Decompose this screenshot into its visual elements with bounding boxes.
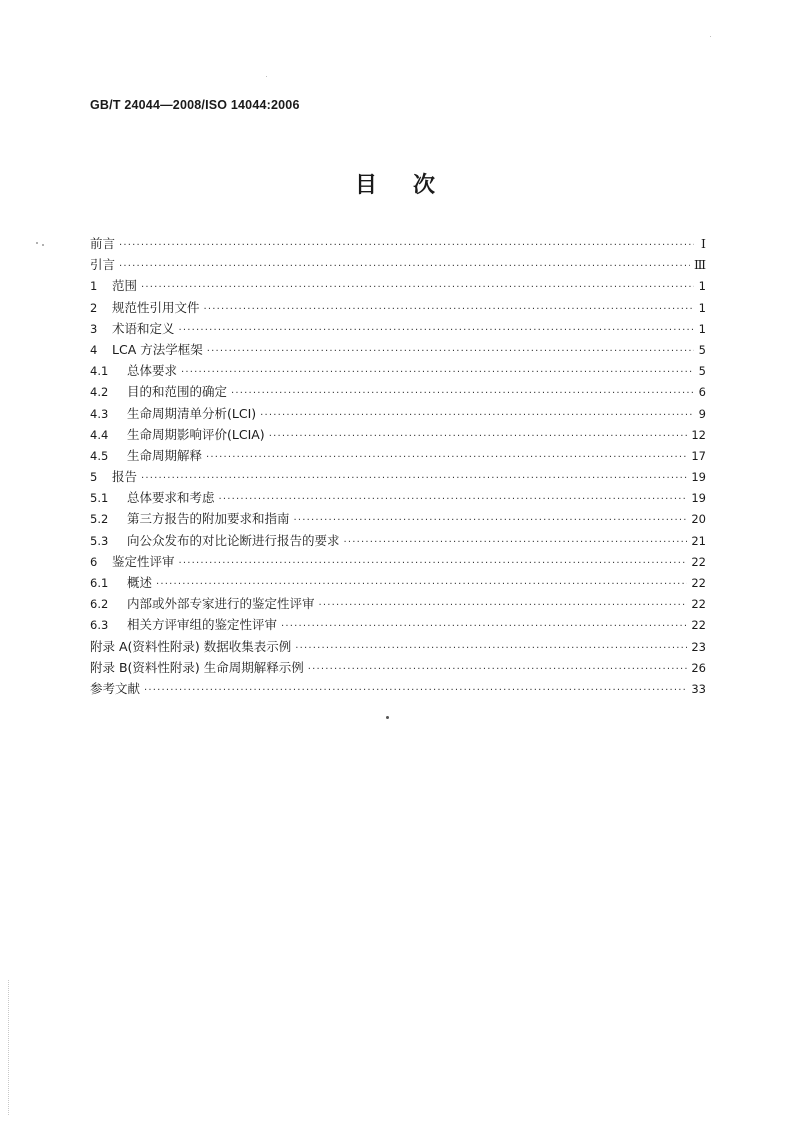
toc-entry[interactable] [90,360,706,381]
toc-entry[interactable] [90,487,706,508]
toc-leader-dots [295,638,687,659]
toc-entry[interactable] [90,530,706,551]
toc-entry[interactable] [90,424,706,445]
scan-speck [42,244,44,246]
toc-entry-page: 17 [691,448,706,463]
toc-entry-page: 23 [691,639,706,654]
toc-entry-page: 19 [691,491,706,506]
toc-entry-page: 22 [691,554,706,569]
toc-entry-label: 附录 B(资料性附录) 生命周期解释示例 [90,659,304,675]
toc-entry[interactable] [90,678,706,699]
toc-entry-number: 3 [90,321,98,336]
toc-entry-page: 22 [691,597,706,612]
toc-entry[interactable] [90,339,706,360]
toc-entry-label: 范围 [112,278,138,294]
toc-entry-page: 1 [698,279,706,294]
toc-entry-page: 5 [698,342,706,357]
toc-leader-dots [179,553,688,574]
toc-entry-number: 4.1 [90,364,109,379]
table-of-contents [90,233,706,699]
toc-leader-dots [260,405,694,426]
toc-entry-page: 12 [691,427,706,442]
toc-entry-number: 4.4 [90,427,109,442]
toc-leader-dots [219,489,688,510]
toc-entry-number: 5.1 [90,491,109,506]
scan-speck [386,716,389,719]
toc-leader-dots [181,362,694,383]
toc-leader-dots [179,320,694,341]
toc-entry-number: 2 [90,300,98,315]
toc-entry-label: 目的和范围的确定 [127,384,228,400]
toc-leader-dots [344,532,688,553]
toc-entry-label: LCA 方法学框架 [112,341,203,357]
toc-entry-label: 生命周期清单分析(LCI) [127,405,257,421]
toc-entry[interactable] [90,275,706,296]
scan-margin-line [8,980,10,1115]
toc-entry-label: 生命周期解释 [127,447,203,463]
toc-entry-page: 26 [691,660,706,675]
toc-entry-label: 鉴定性评审 [112,553,175,569]
toc-entry-page: 22 [691,618,706,633]
toc-entry[interactable] [90,445,706,466]
toc-entry-label: 参考文献 [90,680,141,696]
toc-entry-label: 总体要求和考虑 [127,490,215,506]
toc-entry-page: 33 [691,681,706,696]
toc-entry-label: 概述 [127,575,153,590]
toc-entry-page: 20 [691,512,706,527]
toc-entry[interactable] [90,614,706,635]
scan-speck [36,242,38,244]
toc-entry-page: Ⅲ [693,257,706,273]
toc-entry-label: 规范性引用文件 [112,299,200,315]
toc-entry[interactable] [90,233,706,254]
scan-speck [266,76,267,77]
toc-entry-number: 4 [90,342,98,357]
toc-entry-page: 5 [698,364,706,379]
toc-entry-number: 6 [90,554,98,569]
standard-number-header: GB/T 24044—2008/ISO 14044:2006 [90,98,300,112]
toc-entry-page: 21 [691,533,706,548]
toc-leader-dots [206,447,687,468]
scan-speck [710,36,711,37]
toc-entry-number: 4.2 [90,385,109,400]
toc-entry-page: 1 [698,321,706,336]
toc-entry[interactable] [90,297,706,318]
toc-entry-page: 9 [698,406,706,421]
toc-entry[interactable] [90,593,706,614]
toc-entry-label: 向公众发布的对比论断进行报告的要求 [127,532,340,548]
toc-entry-number: 1 [90,279,98,294]
toc-entry-number: 4.3 [90,406,109,421]
toc-leader-dots [144,680,687,701]
toc-title-char-2: 次 [413,173,438,198]
toc-leader-dots [119,235,694,256]
toc-entry-number: 4.5 [90,448,109,463]
toc-leader-dots [156,574,687,595]
toc-leader-dots [204,299,694,320]
toc-leader-dots [141,468,687,489]
toc-entry-page: Ⅰ [701,236,706,251]
toc-entry[interactable] [90,254,706,275]
toc-leader-dots [319,595,688,616]
toc-entry-page: 22 [691,576,706,590]
toc-entry-label: 引言 [90,257,116,273]
toc-entry[interactable] [90,318,706,339]
toc-entry-label: 前言 [90,236,116,251]
toc-entry-number: 5 [90,470,98,485]
toc-entry[interactable] [90,657,706,678]
toc-entry[interactable] [90,508,706,529]
toc-entry[interactable] [90,551,706,572]
toc-entry[interactable] [90,466,706,487]
toc-entry-label: 内部或外部专家进行的鉴定性评审 [127,596,315,612]
toc-entry[interactable] [90,381,706,402]
toc-entry-label: 生命周期影响评价(LCIA) [127,426,265,442]
toc-entry[interactable] [90,403,706,424]
toc-leader-dots [308,659,688,680]
toc-entry[interactable] [90,636,706,657]
toc-entry-label: 第三方报告的附加要求和指南 [127,511,290,527]
toc-entry-number: 6.1 [90,576,109,590]
toc-leader-dots [269,426,688,447]
toc-entry-number: 5.3 [90,533,109,548]
toc-entry[interactable] [90,572,706,593]
toc-entry-page: 6 [698,385,706,400]
toc-leader-dots [231,383,694,404]
toc-leader-dots [207,341,694,362]
toc-entry-label: 术语和定义 [112,320,175,336]
toc-leader-dots [141,277,694,298]
toc-leader-dots [294,510,688,531]
toc-entry-number: 6.3 [90,618,109,633]
toc-entry-page: 1 [698,300,706,315]
toc-entry-label: 报告 [112,469,138,485]
toc-entry-number: 5.2 [90,512,109,527]
toc-title-char-1: 目 [354,173,379,198]
toc-leader-dots [281,616,687,637]
toc-leader-dots [119,256,690,277]
toc-entry-page: 19 [691,470,706,485]
toc-entry-label: 总体要求 [127,363,178,379]
toc-title [0,168,792,199]
toc-entry-label: 相关方评审组的鉴定性评审 [127,617,278,633]
toc-entry-label: 附录 A(资料性附录) 数据收集表示例 [90,638,292,654]
toc-entry-number: 6.2 [90,597,109,612]
